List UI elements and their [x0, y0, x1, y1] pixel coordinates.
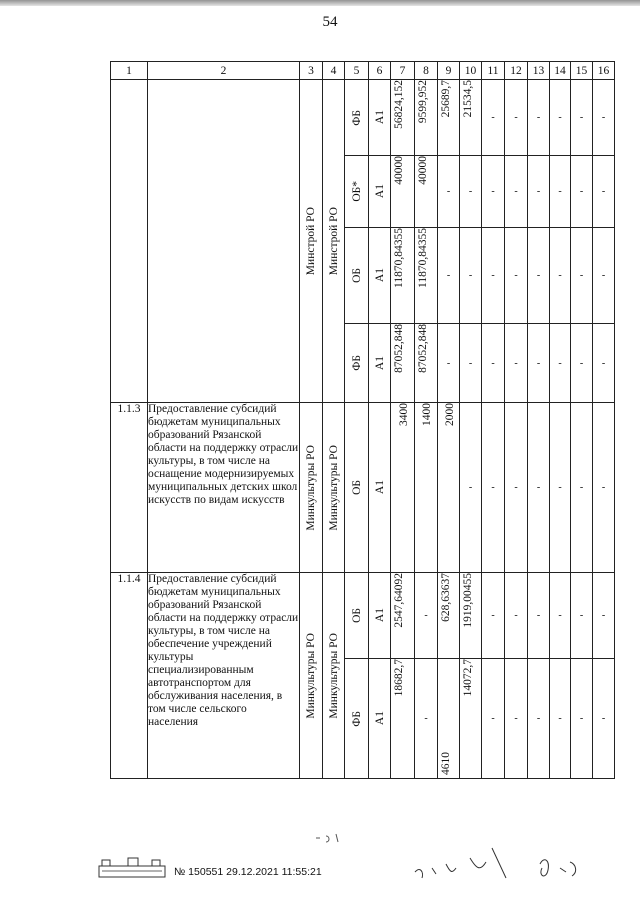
- dash-cell: -: [505, 324, 528, 403]
- header-cell: 16: [593, 62, 615, 80]
- dash-cell: -: [415, 573, 438, 659]
- dash-cell: -: [505, 80, 528, 156]
- source-cell: ОБ: [345, 228, 369, 324]
- dash-cell: -: [593, 80, 615, 156]
- value-cell: 2547,64092: [391, 573, 415, 659]
- program-table: [110, 61, 615, 779]
- header-cell: 2: [148, 62, 300, 80]
- dash-cell: -: [571, 80, 593, 156]
- header-cell: 3: [300, 62, 323, 80]
- header-cell: 10: [460, 62, 482, 80]
- dash-cell: -: [528, 324, 550, 403]
- document-registration: № 150551 29.12.2021 11:55:21: [174, 866, 322, 878]
- code-cell: А1: [369, 573, 391, 659]
- dash-cell: -: [571, 573, 593, 659]
- dash-cell: -: [550, 156, 571, 228]
- header-cell: 8: [415, 62, 438, 80]
- dash-cell: -: [550, 659, 571, 779]
- page-number: 54: [322, 14, 338, 30]
- value-cell: 3400: [391, 403, 415, 573]
- dash-cell: -: [528, 228, 550, 324]
- dash-cell: -: [593, 573, 615, 659]
- dash-cell: -: [528, 403, 550, 573]
- header-cell: 9: [438, 62, 460, 80]
- code-cell: А1: [369, 80, 391, 156]
- dash-cell: -: [505, 403, 528, 573]
- dash-cell: -: [482, 324, 505, 403]
- handwritten-signature-icon: [410, 828, 590, 888]
- value-cell: 628,63637: [438, 573, 460, 659]
- code-cell: А1: [369, 403, 391, 573]
- value-cell: 11870,84355: [391, 228, 415, 324]
- row-1-1-4-ob: [111, 573, 615, 659]
- dash-cell: -: [593, 228, 615, 324]
- dash-cell: -: [593, 659, 615, 779]
- value-cell: 4610: [438, 659, 460, 779]
- code-cell: А1: [369, 156, 391, 228]
- code-cell: А1: [369, 228, 391, 324]
- cont-executor-3: Минстрой РО: [300, 80, 323, 403]
- value-cell: 40000: [415, 156, 438, 228]
- executor-3: Минкультуры РО: [300, 403, 323, 573]
- header-cell: 1: [111, 62, 148, 80]
- dash-cell: -: [482, 403, 505, 573]
- dash-cell: -: [505, 156, 528, 228]
- dash-cell: -: [482, 573, 505, 659]
- header-cell: 12: [505, 62, 528, 80]
- dash-cell: -: [415, 659, 438, 779]
- scan-top-edge: [0, 0, 640, 6]
- code-cell: А1: [369, 659, 391, 779]
- value-cell: 11870,84355: [415, 228, 438, 324]
- row-1-1-3: [111, 403, 615, 573]
- executor-4: Минкультуры РО: [323, 573, 345, 779]
- dash-cell: -: [593, 324, 615, 403]
- cont-num-cell: [111, 80, 148, 403]
- registry-stamp-icon: [98, 857, 166, 879]
- value-cell: 21534,5: [460, 80, 482, 156]
- value-cell: 9599,952: [415, 80, 438, 156]
- source-cell: ОБ: [345, 573, 369, 659]
- dash-cell: -: [571, 324, 593, 403]
- header-cell: 4: [323, 62, 345, 80]
- dash-cell: -: [550, 403, 571, 573]
- scan-mark-icon: [312, 830, 352, 844]
- source-cell: ФБ: [345, 80, 369, 156]
- executor-4: Минкультуры РО: [323, 403, 345, 573]
- header-cell: 13: [528, 62, 550, 80]
- row-number: 1.1.4: [111, 573, 148, 779]
- value-cell: 1400: [415, 403, 438, 573]
- dash-cell: -: [593, 156, 615, 228]
- dash-cell: -: [593, 403, 615, 573]
- dash-cell: -: [460, 228, 482, 324]
- header-cell: 15: [571, 62, 593, 80]
- header-cell: 6: [369, 62, 391, 80]
- value-cell: 14072,7: [460, 659, 482, 779]
- value-cell: 18682,7: [391, 659, 415, 779]
- dash-cell: -: [505, 659, 528, 779]
- value-cell: 40000: [391, 156, 415, 228]
- cont-text-cell: [148, 80, 300, 403]
- continued-row-fb: [111, 80, 615, 156]
- dash-cell: -: [571, 228, 593, 324]
- dash-cell: -: [550, 324, 571, 403]
- dash-cell: -: [460, 156, 482, 228]
- dash-cell: -: [482, 156, 505, 228]
- value-cell: 25689,7: [438, 80, 460, 156]
- header-cell: 11: [482, 62, 505, 80]
- dash-cell: -: [528, 80, 550, 156]
- value-cell: 56824,152: [391, 80, 415, 156]
- code-cell: А1: [369, 324, 391, 403]
- source-cell: ОБ: [345, 403, 369, 573]
- dash-cell: -: [571, 403, 593, 573]
- dash-cell: -: [550, 80, 571, 156]
- dash-cell: -: [550, 228, 571, 324]
- dash-cell: -: [438, 228, 460, 324]
- dash-cell: -: [505, 573, 528, 659]
- dash-cell: -: [438, 324, 460, 403]
- dash-cell: -: [571, 156, 593, 228]
- header-cell: 7: [391, 62, 415, 80]
- value-cell: 2000: [438, 403, 460, 573]
- source-cell: ФБ: [345, 324, 369, 403]
- dash-cell: -: [528, 573, 550, 659]
- dash-cell: -: [550, 573, 571, 659]
- dash-cell: -: [460, 403, 482, 573]
- value-cell: 1919,00455: [460, 573, 482, 659]
- dash-cell: -: [571, 659, 593, 779]
- executor-3: Минкультуры РО: [300, 573, 323, 779]
- header-row: [111, 62, 615, 80]
- dash-cell: -: [482, 659, 505, 779]
- row-description: Предоставление субсидий бюджетам муниципальных образований Рязанской области на поддержку отрасли культуры, в том числе на оснащение модернизируемых муниципальных детских школ искусств по видам искусств: [148, 403, 300, 573]
- dash-cell: -: [505, 228, 528, 324]
- dash-cell: -: [460, 324, 482, 403]
- header-cell: 5: [345, 62, 369, 80]
- dash-cell: -: [528, 156, 550, 228]
- value-cell: 87052,848: [391, 324, 415, 403]
- header-cell: 14: [550, 62, 571, 80]
- value-cell: 87052,848: [415, 324, 438, 403]
- dash-cell: -: [438, 156, 460, 228]
- row-number: 1.1.3: [111, 403, 148, 573]
- source-cell: ОБ*: [345, 156, 369, 228]
- dash-cell: -: [482, 228, 505, 324]
- cont-executor-4: Минстрой РО: [323, 80, 345, 403]
- dash-cell: -: [482, 80, 505, 156]
- row-description: Предоставление субсидий бюджетам муниципальных образований Рязанской области на поддержку отрасли культуры, в том числе на обеспечение учреждений культуры специализированным автотранспортом для обслуживания населения, в том числе сельского населения: [148, 573, 300, 779]
- dash-cell: -: [528, 659, 550, 779]
- source-cell: ФБ: [345, 659, 369, 779]
